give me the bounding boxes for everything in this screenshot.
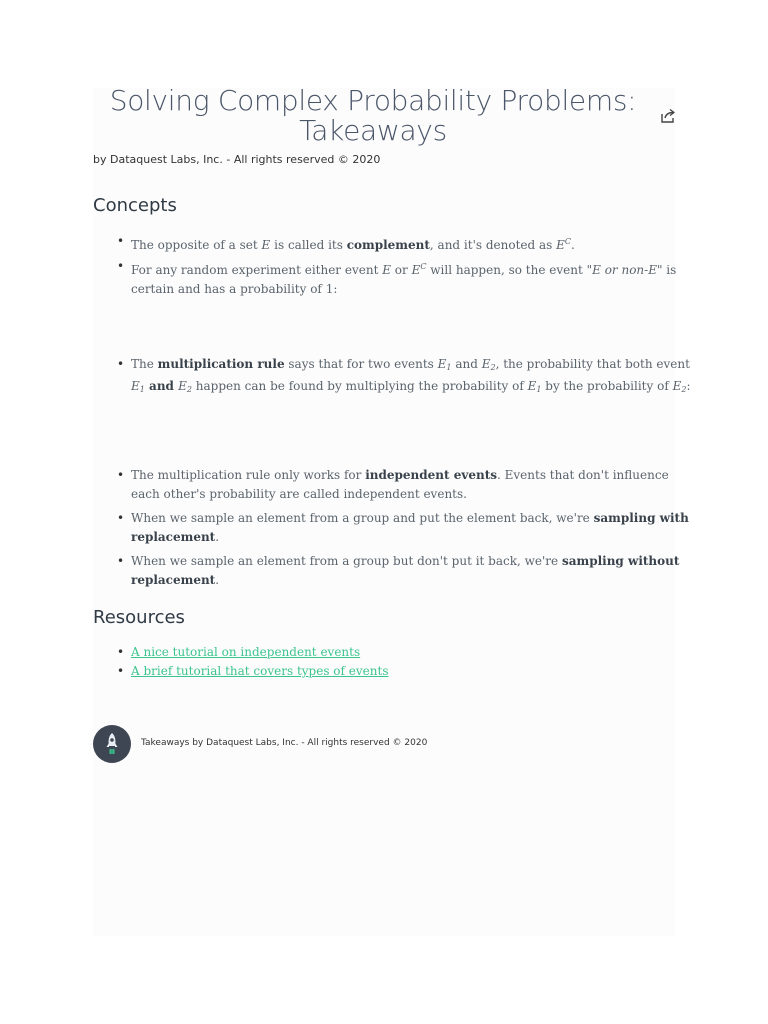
footer-copyright: Takeaways by Dataquest Labs, Inc. - All rights reserved © 2020 — [141, 738, 428, 748]
rocket-logo-icon — [93, 725, 131, 763]
resources-heading: Resources — [93, 607, 185, 628]
list-item: • The multiplication rule says that for two events $E_1$ and $E_2$, the probability that both event $E_1$ and $E_2$ happen can be found by multiplying the probability of $E_1$ by the probability of $E_2$: — [131, 355, 701, 399]
share-icon[interactable] — [659, 107, 677, 125]
concept-list-item-2-wrap — [93, 257, 701, 299]
list-item: • When we sample an element from a group and put the element back, we're sampling with replacement. — [131, 509, 701, 547]
concept-list-item-5-wrap — [93, 509, 701, 547]
concepts-heading: Concepts — [93, 195, 177, 216]
concept-list-item-4-wrap — [93, 466, 701, 504]
resources-list — [93, 643, 701, 681]
concept-list-item-3-wrap — [93, 355, 701, 399]
list-item: • For any random experiment either event E or $E^C$ will happen, so the event "E or non-E" is certain and has a probability of 1: — [131, 257, 701, 299]
list-item: • The opposite of a set E is called its complement, and it's denoted as $E^C$. — [131, 232, 701, 255]
concept-list-item-1-wrap — [93, 232, 701, 255]
byline: by Dataquest Labs, Inc. - All rights reserved © 2020 — [93, 153, 381, 166]
list-item — [131, 643, 701, 662]
concept-list-item-6-wrap — [93, 552, 701, 590]
list-item — [131, 662, 701, 681]
resource-link-types-of-events[interactable]: A brief tutorial that covers types of events — [131, 664, 389, 678]
list-item: • The multiplication rule only works for independent events. Events that don't influence each other's probability are called independent events. — [131, 466, 701, 504]
page-title: Solving Complex Probability Problems: Takeaways — [109, 84, 637, 147]
resource-link-independent-events[interactable]: A nice tutorial on independent events — [131, 645, 361, 659]
list-item: • When we sample an element from a group but don't put it back, we're sampling without replacement. — [131, 552, 701, 590]
